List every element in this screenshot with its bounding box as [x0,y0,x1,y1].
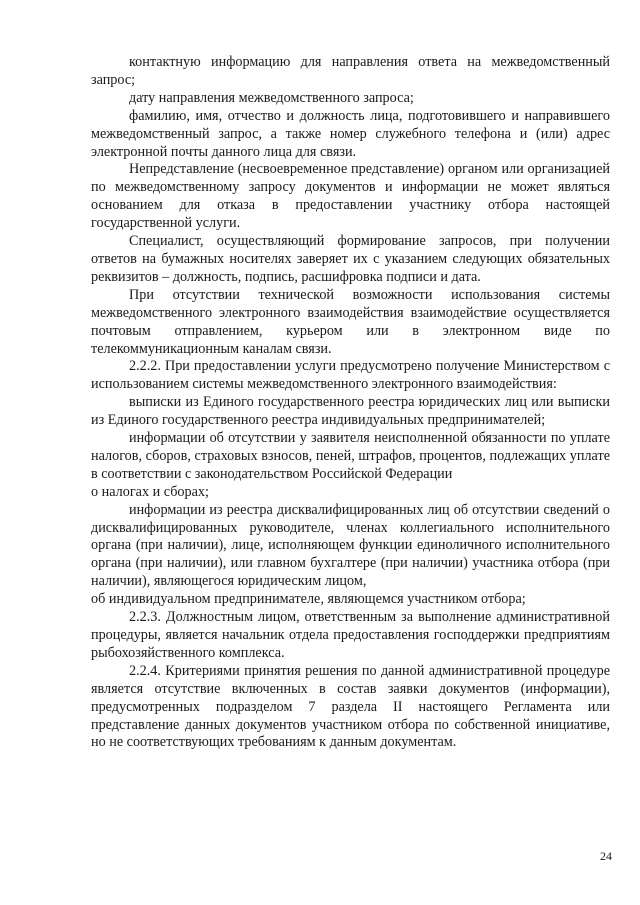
paragraph: 2.2.3. Должностным лицом, ответственным за выполнение административной процедуры, является начальник отдела предоставления господдержки предприятиям рыбохозяйственного комплекса. [91,609,610,661]
paragraph: фамилию, имя, отчество и должность лица, подготовившего и направившего межведомственный запрос, а также номер служебного телефона и (или) адрес электронной почты данного лица для связи. [91,107,610,160]
paragraph: информации об отсутствии у заявителя неисполненной обязанности по уплате налогов, сборов, страховых взносов, пеней, штрафов, процентов, подлежащих уплате в соответствии с законодательством Российской Федерации [91,430,610,482]
paragraph: об индивидуальном предпринимателе, являющемся участником отбора; [91,591,526,608]
paragraph: При отсутствии технической возможности использования системы межведомственного электронного взаимодействия взаимодействие осуществляется почтовым отправлением, курьером или в электронном виде по телекоммуникационным каналам связи. [91,286,610,357]
paragraph: выписки из Единого государственного реестра юридических лиц или выписки из Единого государственного реестра индивидуальных предпринимателей; [91,394,610,429]
paragraph: дату направления межведомственного запроса; [129,89,414,106]
paragraph: 2.2.2. При предоставлении услуги предусмотрено получение Министерством с использованием системы межведомственного электронного взаимодействия: [91,358,610,393]
paragraph: Специалист, осуществляющий формирование запросов, при получении ответов на бумажных носителях заверяет их с указанием следующих обязательных реквизитов – должность, подпись, расшифровка подписи и дата. [91,233,610,285]
page-number: 24 [600,849,612,863]
document-body [91,54,610,752]
paragraph: о налогах и сборах; [91,483,209,500]
paragraph: 2.2.4. Критериями принятия решения по данной административной процедуре является отсутствие включенных в состав заявки документов (информации), предусмотренных подразделом 7 раздела II настоящего Регламента или представление данных документов участником отбора по собственной инициативе, но не соответствующих требованиям к данным документам. [91,662,610,751]
paragraph: контактную информацию для направления ответа на межведомственный запрос; [91,54,610,88]
paragraph: Непредставление (несвоевременное представление) органом или организацией по межведомственному запросу документов и информации не может являться основанием для отказа в предоставлении участнику отбора настоящей государственной услуги. [91,161,610,232]
paragraph: информации из реестра дисквалифицированных лиц об отсутствии сведений о дисквалифицированных руководителе, членах коллегиального исполнительного органа (при наличии), лице, исполняющем функции единоличного исполнительного органа (при наличии), или главном бухгалтере (при наличии) участника отбора (при наличии), являющегося юридическим лицом, [91,501,610,590]
